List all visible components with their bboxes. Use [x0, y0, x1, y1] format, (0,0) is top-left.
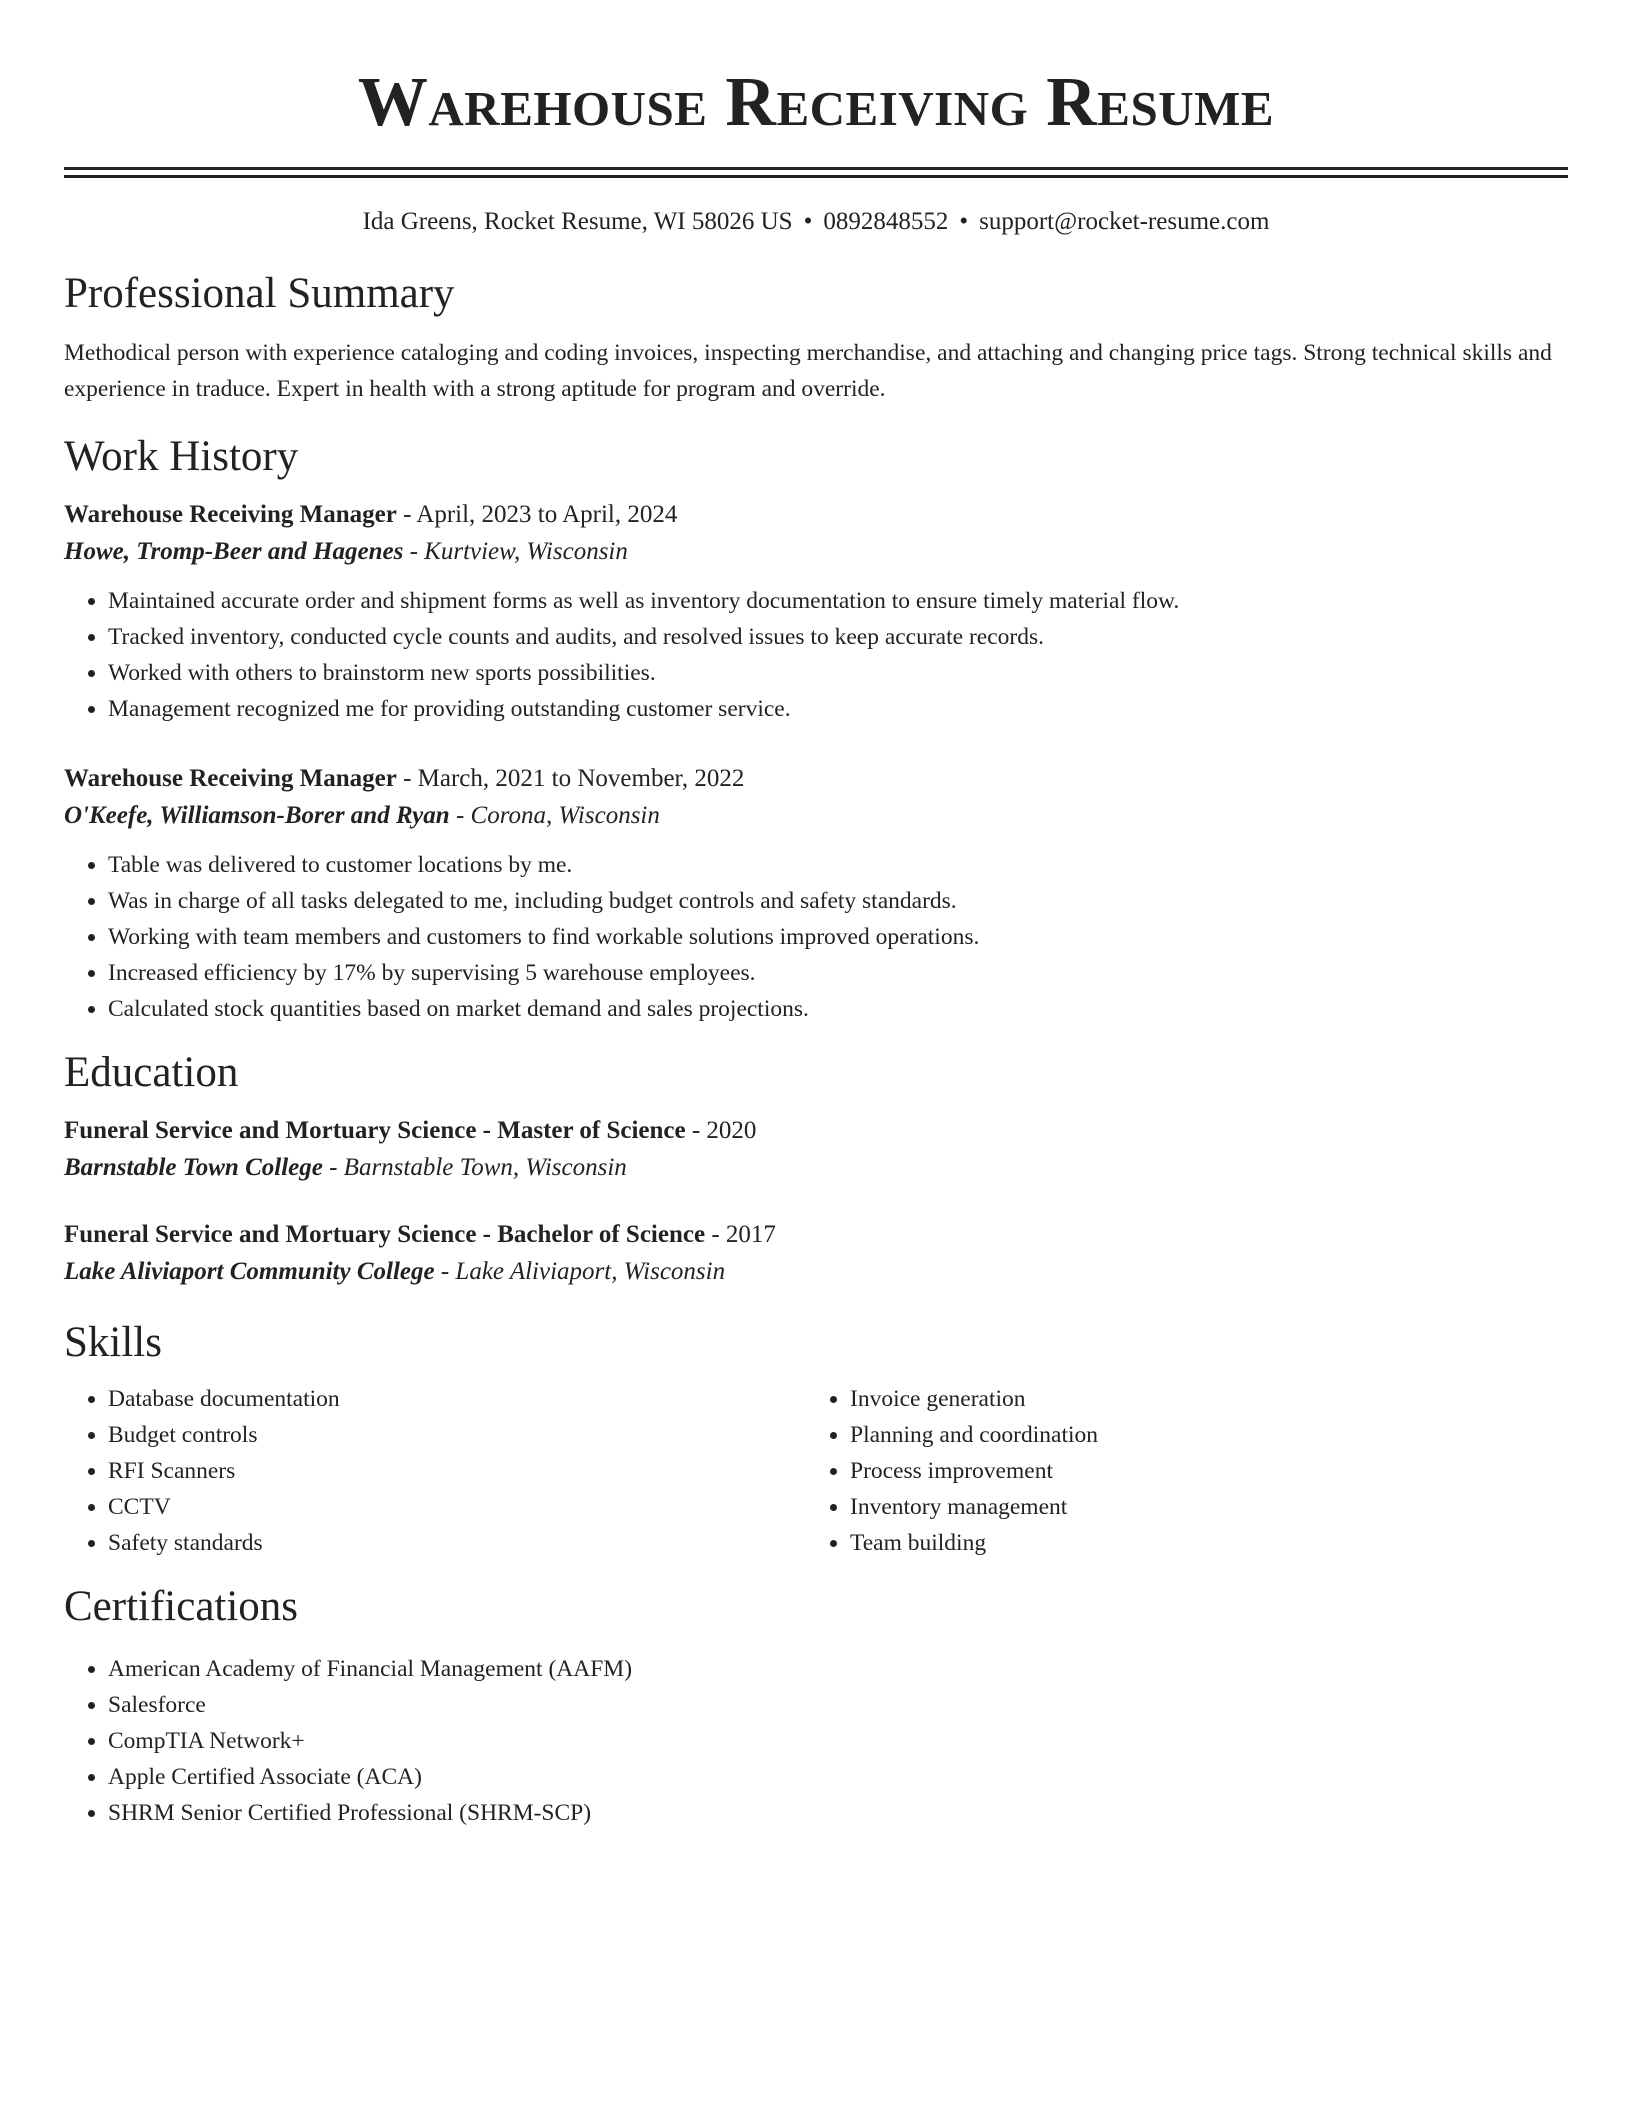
skill-item: • CCTV: [108, 1489, 806, 1525]
degree-line: [64, 1217, 1568, 1253]
job-bullet: • Increased efficiency by 17% by supervising 5 warehouse employees.: [108, 955, 1568, 991]
contact-separator: •: [803, 208, 813, 235]
job-bullet: • Tracked inventory, conducted cycle counts and audits, and resolved issues to keep accurate records.: [108, 619, 1568, 655]
job-company-line: [64, 533, 1568, 571]
job-dates: - March, 2021 to November, 2022: [396, 765, 745, 792]
skills-left-list: [64, 1381, 806, 1561]
skill-item: • Budget controls: [108, 1417, 806, 1453]
job-bullet: • Worked with others to brainstorm new sports possibilities.: [108, 655, 1568, 691]
certification-item: • Apple Certified Associate (ACA): [108, 1759, 1568, 1795]
skill-item: • Safety standards: [108, 1525, 806, 1561]
contact-line: [64, 206, 1568, 238]
degree: Funeral Service and Mortuary Science - Bachelor of Science: [64, 1221, 706, 1248]
skills-right-list: [806, 1381, 1550, 1561]
resume-title: Warehouse Receiving Resume: [357, 64, 1275, 141]
job-title: Warehouse Receiving Manager: [64, 765, 397, 792]
certifications-list: [64, 1651, 1568, 1831]
job-bullets: [64, 847, 1568, 1027]
contact-separator: •: [959, 208, 969, 235]
degree-year: - 2020: [685, 1117, 757, 1144]
job-bullet: • Calculated stock quantities based on market demand and sales projections.: [108, 991, 1568, 1027]
work-history-heading: Work History: [64, 433, 299, 480]
skill-item: • Team building: [850, 1525, 1550, 1561]
degree-line: [64, 1113, 1568, 1149]
school-line: [64, 1253, 1568, 1291]
certification-item: • CompTIA Network+: [108, 1723, 1568, 1759]
job-entry: [64, 497, 1568, 727]
job-title-line: [64, 497, 1568, 533]
job-company-line: [64, 797, 1568, 835]
contact-email: support@rocket-resume.com: [979, 208, 1270, 235]
job-bullet: • Working with team members and customers to find workable solutions improved operations.: [108, 919, 1568, 955]
skill-item: • Process improvement: [850, 1453, 1550, 1489]
school-line: [64, 1149, 1568, 1187]
job-bullet: • Maintained accurate order and shipment forms as well as inventory documentation to ensure timely material flow.: [108, 583, 1568, 619]
job-bullet: • Table was delivered to customer locations by me.: [108, 847, 1568, 883]
title-double-rule: [64, 167, 1568, 178]
job-bullet: • Management recognized me for providing outstanding customer service.: [108, 691, 1568, 727]
skill-item: • Invoice generation: [850, 1381, 1550, 1417]
job-location: - Kurtview, Wisconsin: [403, 538, 628, 565]
degree: Funeral Service and Mortuary Science - Master of Science: [64, 1117, 686, 1144]
job-location: - Corona, Wisconsin: [449, 802, 660, 829]
skills-heading: Skills: [64, 1319, 162, 1366]
skill-item: • RFI Scanners: [108, 1453, 806, 1489]
education-heading: Education: [64, 1049, 239, 1096]
job-title: Warehouse Receiving Manager: [64, 501, 397, 528]
school-location: - Lake Aliviaport, Wisconsin: [434, 1258, 726, 1285]
school: Lake Aliviaport Community College: [64, 1258, 435, 1285]
contact-address: Ida Greens, Rocket Resume, WI 58026 US: [362, 208, 793, 235]
education-entry: [64, 1217, 1568, 1291]
resume-page: [64, 0, 1568, 1831]
summary-heading: Professional Summary: [64, 270, 455, 317]
skill-item: • Inventory management: [850, 1489, 1550, 1525]
certification-item: • Salesforce: [108, 1687, 1568, 1723]
job-bullet: • Was in charge of all tasks delegated to me, including budget controls and safety standards.: [108, 883, 1568, 919]
job-dates: - April, 2023 to April, 2024: [396, 501, 678, 528]
job-title-line: [64, 761, 1568, 797]
school: Barnstable Town College: [64, 1154, 323, 1181]
job-entry: [64, 761, 1568, 1027]
summary-text: Methodical person with experience cataloging and coding invoices, inspecting merchandise, and attaching and changing price tags. Strong technical skills and experience in traduce. Expert in health with a strong aptitude for program and override.: [64, 340, 1552, 402]
degree-year: - 2017: [705, 1221, 776, 1248]
school-location: - Barnstable Town, Wisconsin: [322, 1154, 627, 1181]
skill-item: • Database documentation: [108, 1381, 806, 1417]
education-entry: [64, 1113, 1568, 1187]
skill-item: • Planning and coordination: [850, 1417, 1550, 1453]
contact-phone: 0892848552: [823, 208, 949, 235]
job-bullets: [64, 583, 1568, 727]
job-company: O'Keefe, Williamson-Borer and Ryan: [64, 802, 450, 829]
skills-columns: [64, 1381, 1568, 1561]
job-company: Howe, Tromp-Beer and Hagenes: [64, 538, 404, 565]
certification-item: • American Academy of Financial Management (AAFM): [108, 1651, 1568, 1687]
certification-item: • SHRM Senior Certified Professional (SHRM-SCP): [108, 1795, 1568, 1831]
certifications-heading: Certifications: [64, 1583, 299, 1630]
